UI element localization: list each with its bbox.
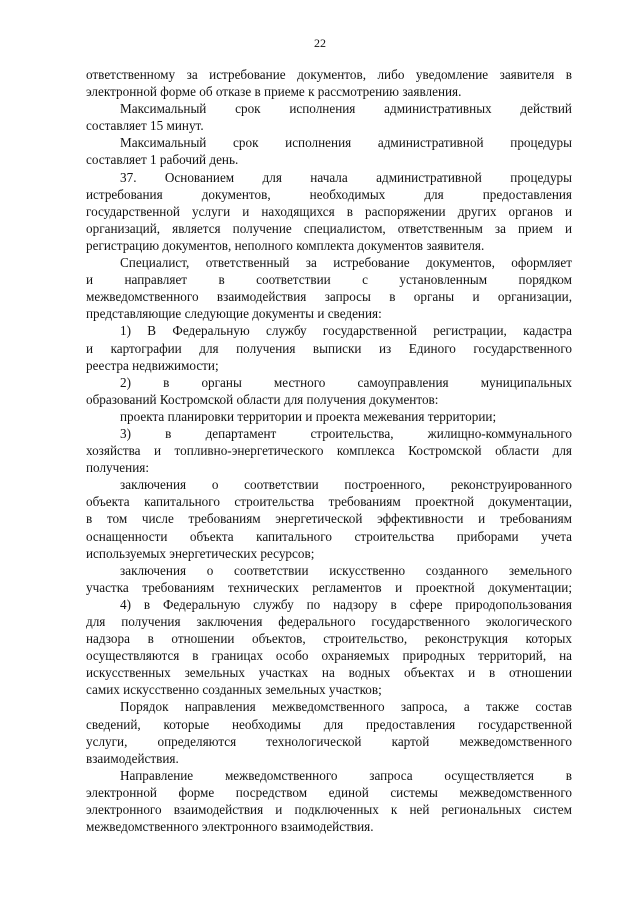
text-line: осуществляются в границах особо охраняемых природных территорий, на — [86, 648, 572, 664]
text-line: Максимальный срок исполнения административной процедуры — [120, 135, 572, 151]
text-line: регистрацию документов, неполного комплекта документов заявителя. — [86, 237, 485, 253]
text-line: самих искусственно созданных земельных участков; — [86, 682, 382, 698]
text-line: электронной форме об отказе в приеме к рассмотрению заявления. — [86, 84, 462, 100]
text-line: реестра недвижимости; — [86, 357, 219, 373]
text-line: межведомственного взаимодействия запросы в органы и организации, — [86, 289, 572, 305]
text-line: заключения о соответствии искусственно созданного земельного — [120, 562, 572, 578]
text-line: проекта планировки территории и проекта межевания территории; — [120, 408, 497, 424]
text-line: Порядок направления межведомственного запроса, а также состав — [120, 699, 572, 715]
text-line: объекта капитального строительства требованиям проектной документации, — [86, 494, 572, 510]
text-line: хозяйства и топливно-энергетического комплекса Костромской области для — [86, 443, 572, 459]
text-line: Максимальный срок исполнения административных действий — [120, 101, 572, 117]
text-line: электронной форме посредством единой системы межведомственного — [86, 784, 572, 800]
text-line: 37. Основанием для начала административной процедуры — [120, 169, 572, 185]
text-line: организаций, является получение специалистом, ответственным за прием и — [86, 220, 572, 236]
text-line: участка требованиям технических регламентов и проектной документации; — [86, 579, 572, 595]
text-line: 2) в органы местного самоуправления муниципальных — [120, 374, 572, 390]
text-line: истребования документов, необходимых для предоставления — [86, 186, 572, 202]
text-line: для получения заключения федерального государственного экологического — [86, 614, 572, 629]
text-line: взаимодействия. — [86, 750, 179, 766]
text-line: составляет 1 рабочий день. — [86, 152, 239, 168]
text-line: сведений, которые необходимы для предоставления государственной — [86, 716, 572, 732]
text-line: Направление межведомственного запроса осуществляется в — [120, 767, 572, 783]
text-line: государственной услуги и находящихся в распоряжении других органов и — [86, 203, 572, 219]
text-line: используемых энергетических ресурсов; — [86, 545, 315, 561]
text-line: заключения о соответствии построенного, реконструированного — [120, 477, 572, 493]
text-line: в том числе требованиям энергетической эффективности и требованиям — [86, 511, 572, 527]
text-line: и картографии для получения выписки из Единого государственного — [86, 340, 572, 356]
page-number: 22 — [314, 36, 326, 50]
text-line: оснащенности объекта капитального строительства приборами учета — [86, 528, 572, 544]
text-line: искусственных земельных участках на водных объектах и в отношении — [86, 665, 572, 681]
text-line: образований Костромской области для получения документов: — [86, 391, 439, 407]
text-line: Специалист, ответственный за истребование документов, оформляет — [120, 255, 572, 271]
text-line: межведомственного электронного взаимодействия. — [86, 819, 374, 835]
text-line: представляющие следующие документы и сведения: — [86, 306, 382, 322]
text-line: надзора в отношении объектов, строительство, реконструкция которых — [86, 631, 572, 647]
text-line: ответственному за истребование документов, либо уведомление заявителя в — [86, 67, 572, 82]
text-line: получения: — [86, 460, 149, 476]
text-line: услуги, определяются технологической картой межведомственного — [86, 733, 572, 749]
body-text — [86, 66, 572, 835]
text-line: 1) В Федеральную службу государственной регистрации, кадастра — [120, 323, 572, 339]
text-line: электронного взаимодействия и подключенных к ней региональных систем — [86, 802, 572, 818]
text-line: 3) в департамент строительства, жилищно-коммунального — [120, 425, 572, 441]
text-line: и направляет в соответствии с установленным порядком — [86, 272, 572, 288]
text-line: составляет 15 минут. — [86, 118, 204, 134]
text-line: 4) в Федеральную службу по надзору в сфере природопользования — [120, 596, 572, 612]
